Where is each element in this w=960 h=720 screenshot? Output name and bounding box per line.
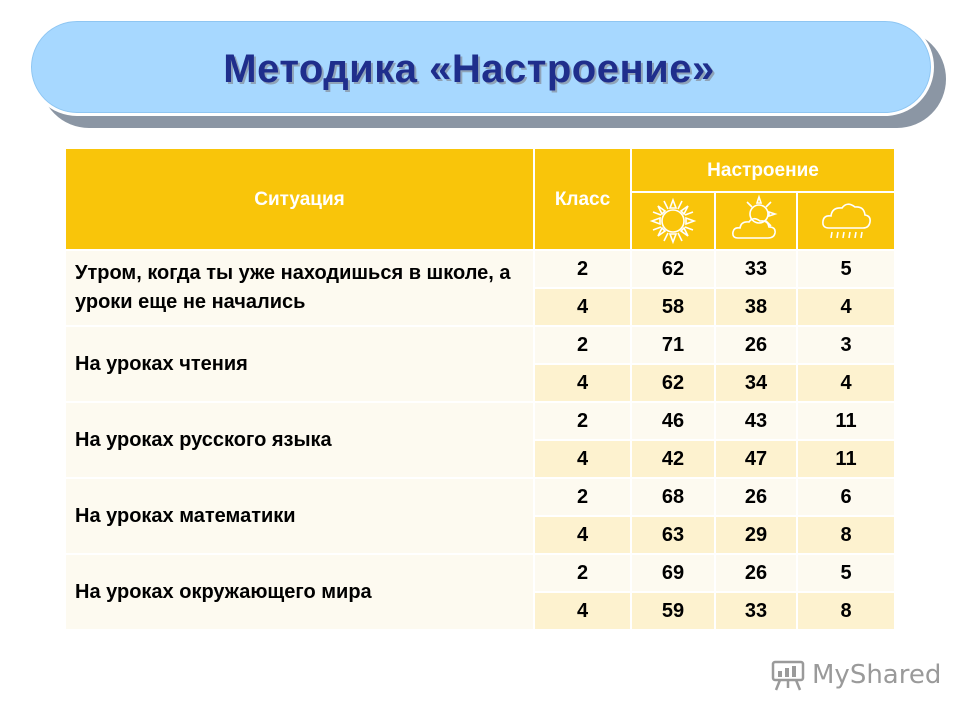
table-row [65, 250, 895, 288]
mood-neutral-value: 26 [715, 326, 797, 364]
mood-bad-value: 5 [797, 250, 895, 288]
table-row [65, 402, 895, 440]
mood-bad-value: 11 [797, 402, 895, 440]
table-row [65, 478, 895, 516]
mood-good-value: 69 [631, 554, 715, 592]
title-banner [28, 18, 934, 116]
mood-rain-cell [797, 192, 895, 250]
header-grade [534, 148, 631, 250]
mood-table [64, 147, 896, 631]
mood-neutral-value: 26 [715, 478, 797, 516]
mood-bad-value: 4 [797, 364, 895, 402]
header-situation-label: Ситуация [254, 188, 345, 210]
grade-cell: 4 [534, 592, 631, 630]
sun-icon [645, 194, 701, 248]
grade-cell: 4 [534, 288, 631, 326]
mood-bad-value: 8 [797, 516, 895, 554]
situation-cell: Утром, когда ты уже находишься в школе, а уроки еще не начались [65, 250, 534, 326]
watermark-text: MyShared [812, 660, 942, 690]
page-title: Методика «Настроение» [223, 46, 715, 91]
mood-partly-cloudy-cell [715, 192, 797, 250]
mood-neutral-value: 43 [715, 402, 797, 440]
presentation-board-icon [770, 658, 806, 692]
watermark [770, 655, 941, 695]
header-mood-label: Настроение [707, 159, 819, 181]
mood-sun-cell [631, 192, 715, 250]
grade-cell: 2 [534, 554, 631, 592]
mood-neutral-value: 26 [715, 554, 797, 592]
grade-cell: 2 [534, 250, 631, 288]
rain-cloud-icon [818, 194, 874, 248]
mood-good-value: 71 [631, 326, 715, 364]
situation-cell: На уроках русского языка [65, 402, 534, 478]
table-row [65, 326, 895, 364]
grade-cell: 2 [534, 326, 631, 364]
table-body [65, 250, 895, 630]
mood-good-value: 59 [631, 592, 715, 630]
sun-behind-cloud-icon [728, 194, 784, 248]
mood-good-value: 62 [631, 364, 715, 402]
mood-good-value: 58 [631, 288, 715, 326]
mood-neutral-value: 33 [715, 592, 797, 630]
grade-cell: 4 [534, 364, 631, 402]
mood-neutral-value: 47 [715, 440, 797, 478]
table-row [65, 554, 895, 592]
mood-good-value: 63 [631, 516, 715, 554]
mood-bad-value: 11 [797, 440, 895, 478]
mood-bad-value: 5 [797, 554, 895, 592]
mood-bad-value: 3 [797, 326, 895, 364]
header-situation [65, 148, 534, 250]
grade-cell: 4 [534, 440, 631, 478]
mood-good-value: 42 [631, 440, 715, 478]
grade-cell: 2 [534, 402, 631, 440]
mood-bad-value: 8 [797, 592, 895, 630]
mood-bad-value: 4 [797, 288, 895, 326]
mood-neutral-value: 38 [715, 288, 797, 326]
mood-neutral-value: 33 [715, 250, 797, 288]
mood-good-value: 46 [631, 402, 715, 440]
situation-cell: На уроках чтения [65, 326, 534, 402]
situation-cell: На уроках окружающего мира [65, 554, 534, 630]
mood-neutral-value: 34 [715, 364, 797, 402]
grade-cell: 4 [534, 516, 631, 554]
header-mood [631, 148, 895, 192]
mood-good-value: 62 [631, 250, 715, 288]
header-grade-label: Класс [554, 188, 611, 210]
mood-neutral-value: 29 [715, 516, 797, 554]
mood-bad-value: 6 [797, 478, 895, 516]
mood-good-value: 68 [631, 478, 715, 516]
situation-cell: На уроках математики [65, 478, 534, 554]
grade-cell: 2 [534, 478, 631, 516]
